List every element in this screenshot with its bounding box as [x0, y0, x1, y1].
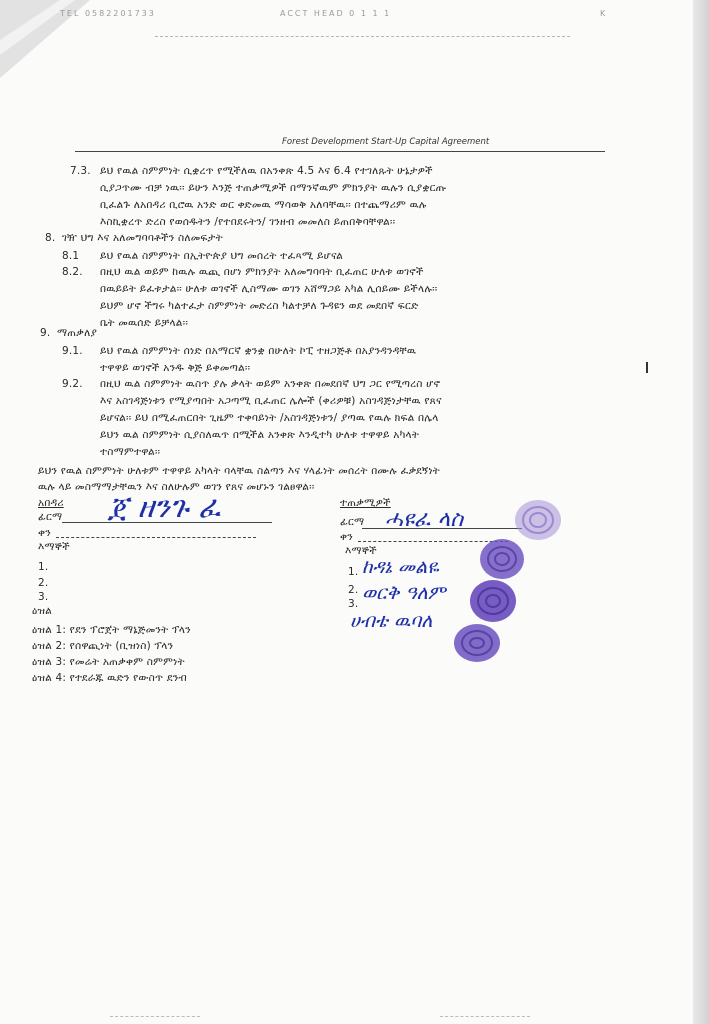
annex-item: ዕዝል 1: የደን ፕሮጀት ማኔጅመንት ፕላን	[32, 624, 191, 636]
lender-date-label: ቀን	[38, 527, 51, 539]
beneficiaries-heading: ተጠቃሚዎች	[340, 497, 391, 509]
annex-item: ዕዝል 3: የመሬት አጠቃቀም ስምምነት	[32, 656, 185, 668]
section-heading: ገዥ ህግ እና አለመግባባቶችን ስለመፍታት	[62, 232, 223, 244]
closing-line: ዉሉ ላይ መስማማታቸዉን እና ስለሁሉም ወገን የጸና መሆኑን ገልፀዋል፡፡	[38, 481, 315, 493]
fax-header-right: K	[600, 9, 608, 18]
beneficiaries-date-label: ቀን	[340, 531, 353, 543]
page-edge	[693, 0, 709, 1024]
lender-heading: አበዳሪ	[38, 497, 64, 509]
footer-dash	[440, 1016, 530, 1017]
section-line: ቤት መዉሰድ ይቻላል፡፡	[100, 317, 189, 329]
fingerprint-icon	[478, 537, 526, 581]
witness-number: 1.	[348, 566, 359, 578]
section-number: 9.2.	[62, 378, 83, 390]
section-line: ተስማምተዋል፡፡	[100, 446, 161, 458]
section-number: 8.2.	[62, 266, 83, 278]
title-rule	[75, 151, 605, 152]
section-number: 8.	[45, 232, 56, 244]
fax-header-center: ACCT HEAD 0 1 1 1	[280, 9, 392, 18]
section-line: ይህ የዉል ስምምነት በኢትዮጵያ ህግ መሰረት ተፈጻሚ ይሆናል	[100, 250, 343, 262]
margin-mark	[646, 362, 648, 373]
lender-date-line	[56, 537, 256, 538]
section-line: ይህም ሆኖ ችግሩ ካልተፈታ ስምምነት መድረስ ካልተቻለ ጉዳዩን ወደ መደበኛ ፍርድ	[100, 300, 419, 312]
section-line: ተዋዋይ ወገኖች አንዱ ቅጅ ይቀመጣል፡፡	[100, 362, 251, 374]
section-line: ይሆናል፡፡ ይህ በሚፈጠርበት ጊዜም ተቀባይነት /አስገዳጅነቱን/ ያጣዉ የዉሉ ክፍል በሌላ	[100, 412, 439, 424]
section-line: ይህ የዉል ስምምነት ሰነድ በአማርኛ ቋንቋ በሁለት ኮፒ ተዘጋጅቶ በአያንዳንዳቸዉ	[100, 345, 417, 357]
fingerprint-icon	[468, 578, 518, 624]
section-heading: ማጠቃለያ	[57, 327, 98, 339]
lender-witnesses-label: እማኞች	[38, 541, 70, 553]
section-line: ቢፈልጉ ለአበዳሪ ቢሮዉ አንድ ወር ቀድመዉ ማሳወቅ አለባቸዉ፡፡ በተጨማሪም ዉሉ	[100, 199, 427, 211]
annex-item: ዕዝል 4: የተደራጁ ዉድን የውስጥ ደንብ	[32, 672, 187, 684]
annex-item: ዕዝል 2: የሰዋጪነት (ቢዝነስ) ፕላን	[32, 640, 174, 652]
section-number: 9.1.	[62, 345, 83, 357]
lender-signature: ጀ ዘንጉ ፈ	[108, 490, 221, 525]
witness-number: 1.	[38, 561, 49, 573]
fax-header-left: TEL 0582201733	[60, 9, 156, 18]
witness-number: 2.	[348, 584, 359, 596]
witness-name: ወርቅ ዓለም	[362, 582, 446, 604]
beneficiaries-sign-label: ፊርማ	[340, 516, 365, 528]
witness-number: 3.	[348, 598, 359, 610]
beneficiaries-signature: ሓዩፈ ላስ	[385, 507, 464, 532]
footer-dash	[110, 1016, 200, 1017]
section-number: 9.	[40, 327, 51, 339]
section-number: 8.1	[62, 250, 80, 262]
fax-header	[60, 9, 620, 25]
fax-rule	[155, 36, 570, 37]
witness-number: 2.	[38, 577, 49, 589]
closing-line: ይህን የዉል ስምምነት ሁለቱም ተዋዋይ አካላት ባላቸዉ ስልጣን እና ሃላፊነት መሰረት በሙሉ ፈቃደኝነት	[38, 465, 440, 477]
section-line: እና አስገዳጅነቱን የሚያጣበት አጋጣሚ ቢፈጠር ሌሎች (ቀሪዎቹ) አስገዳጅነታቸዉ የጸና	[100, 395, 442, 407]
section-line: በዚህ ዉል ስምምነት ዉስጥ ያሉ ቃላት ወይም አንቀጽ በመደበኛ ህግ ጋር የሚጣረስ ሆኖ	[100, 378, 441, 390]
section-line: እስኪቋረጥ ድረስ የወሰዱትን /የተበደሩትን/ ገንዘብ መመለስ ይጠበቅባቸዋል፡፡	[100, 216, 396, 228]
section-line: ይህን ዉል ስምምነት ሲያስለዉጥ በሚችል አንቀጽ እንዲተካ ሁለቱ ተዋዋይ አካላት	[100, 429, 420, 441]
annex-label: ዕዝል	[32, 605, 52, 617]
section-number: 7.3.	[70, 165, 91, 177]
lender-sign-label: ፊርማ	[38, 511, 63, 523]
section-line: በዚህ ዉል ወይም ከዉሉ ዉጪ በሆነ ምክንያት አለመግባባት ቢፈጠር ሁለቱ ወገኖች	[100, 266, 424, 278]
fingerprint-icon	[452, 622, 502, 664]
witness-name: ሀብቴ ዉባለ	[350, 610, 433, 632]
beneficiaries-witnesses-label: እማኞች	[345, 545, 377, 557]
section-line: በዉይይት ይፈቱታል፡፡ ሁለቱ ወገኖች ሊስማሙ ወገን አሸማጋይ አካል ሊሰይሙ ይችላሉ፡፡	[100, 283, 438, 295]
section-line: ይህ የዉል ስምምነት ሲቋረጥ የሚችለዉ በአንቀጽ 4.5 እና 6.4 የተገለጹት ሁኔታዎች	[100, 165, 433, 177]
witness-number: 3.	[38, 591, 49, 603]
section-line: ሲያጋጥሙ ብቻ ነዉ፡፡ ይሁን እንጅ ተጠቃሚዎች በማንኛዉም ምክንያት ዉሉን ሲያቋርጡ	[100, 182, 447, 194]
witness-name: ከዳኔ መልዬ	[362, 556, 439, 578]
document-title: Forest Development Start-Up Capital Agreement	[282, 137, 490, 147]
